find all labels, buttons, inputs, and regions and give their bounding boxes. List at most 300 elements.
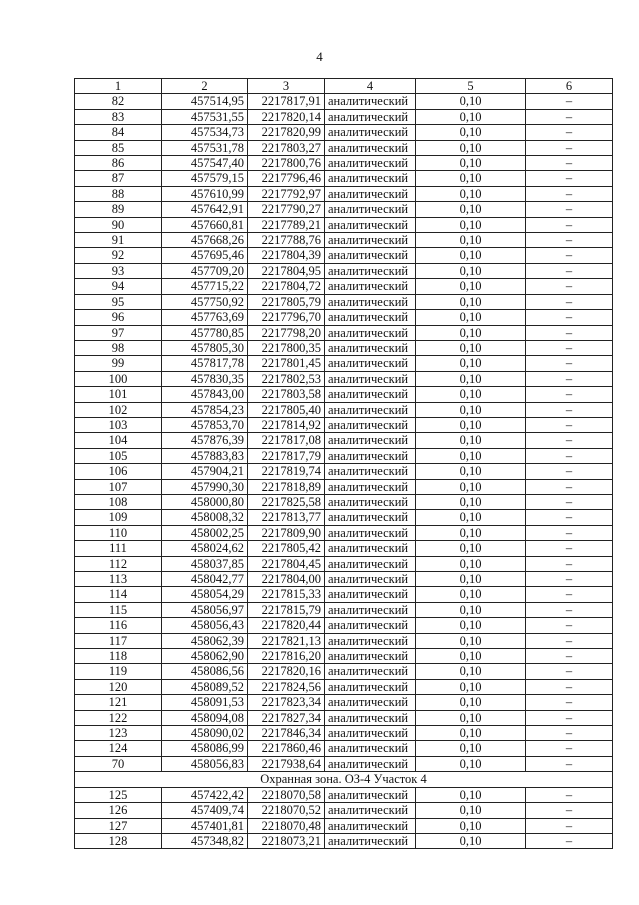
x-coordinate-cell: 458008,32	[162, 510, 248, 525]
method-cell: аналитический	[325, 310, 416, 325]
x-coordinate-cell: 458002,25	[162, 525, 248, 540]
section-row	[75, 772, 613, 787]
method-cell: аналитический	[325, 633, 416, 648]
point-number-cell: 123	[75, 726, 162, 741]
note-cell: –	[526, 156, 613, 171]
table-row	[75, 217, 613, 232]
accuracy-cell: 0,10	[416, 171, 526, 186]
table-row	[75, 464, 613, 479]
table-row	[75, 618, 613, 633]
method-cell: аналитический	[325, 186, 416, 201]
method-cell: аналитический	[325, 818, 416, 833]
note-cell: –	[526, 710, 613, 725]
method-cell: аналитический	[325, 664, 416, 679]
method-cell: аналитический	[325, 156, 416, 171]
point-number-cell: 91	[75, 233, 162, 248]
method-cell: аналитический	[325, 109, 416, 124]
accuracy-cell: 0,10	[416, 633, 526, 648]
x-coordinate-cell: 457547,40	[162, 156, 248, 171]
y-coordinate-cell: 2217815,33	[248, 587, 325, 602]
accuracy-cell: 0,10	[416, 294, 526, 309]
method-cell: аналитический	[325, 433, 416, 448]
table-row	[75, 602, 613, 617]
accuracy-cell: 0,10	[416, 202, 526, 217]
y-coordinate-cell: 2217817,91	[248, 94, 325, 109]
table-row	[75, 248, 613, 263]
point-number-cell: 87	[75, 171, 162, 186]
x-coordinate-cell: 457695,46	[162, 248, 248, 263]
y-coordinate-cell: 2218073,21	[248, 833, 325, 848]
x-coordinate-cell: 458054,29	[162, 587, 248, 602]
method-cell: аналитический	[325, 171, 416, 186]
table-row	[75, 402, 613, 417]
table-row	[75, 818, 613, 833]
accuracy-cell: 0,10	[416, 695, 526, 710]
y-coordinate-cell: 2217801,45	[248, 356, 325, 371]
table-row	[75, 371, 613, 386]
x-coordinate-cell: 458037,85	[162, 556, 248, 571]
x-coordinate-cell: 457854,23	[162, 402, 248, 417]
note-cell: –	[526, 510, 613, 525]
note-cell: –	[526, 541, 613, 556]
x-coordinate-cell: 457805,30	[162, 340, 248, 355]
table-row	[75, 664, 613, 679]
note-cell: –	[526, 279, 613, 294]
y-coordinate-cell: 2217824,56	[248, 679, 325, 694]
note-cell: –	[526, 387, 613, 402]
table-row	[75, 140, 613, 155]
y-coordinate-cell: 2217825,58	[248, 494, 325, 509]
table-row	[75, 479, 613, 494]
y-coordinate-cell: 2217813,77	[248, 510, 325, 525]
y-coordinate-cell: 2217796,46	[248, 171, 325, 186]
note-cell: –	[526, 310, 613, 325]
table-row	[75, 186, 613, 201]
accuracy-cell: 0,10	[416, 417, 526, 432]
point-number-cell: 110	[75, 525, 162, 540]
x-coordinate-cell: 458090,02	[162, 726, 248, 741]
note-cell: –	[526, 448, 613, 463]
table-row	[75, 387, 613, 402]
accuracy-cell: 0,10	[416, 710, 526, 725]
accuracy-cell: 0,10	[416, 741, 526, 756]
note-cell: –	[526, 618, 613, 633]
point-number-cell: 98	[75, 340, 162, 355]
y-coordinate-cell: 2217802,53	[248, 371, 325, 386]
method-cell: аналитический	[325, 417, 416, 432]
point-number-cell: 84	[75, 125, 162, 140]
x-coordinate-cell: 457668,26	[162, 233, 248, 248]
x-coordinate-cell: 457876,39	[162, 433, 248, 448]
x-coordinate-cell: 457579,15	[162, 171, 248, 186]
point-number-cell: 108	[75, 494, 162, 509]
x-coordinate-cell: 457401,81	[162, 818, 248, 833]
table-row	[75, 787, 613, 802]
note-cell: –	[526, 679, 613, 694]
table-row	[75, 340, 613, 355]
method-cell: аналитический	[325, 464, 416, 479]
point-number-cell: 119	[75, 664, 162, 679]
accuracy-cell: 0,10	[416, 109, 526, 124]
note-cell: –	[526, 494, 613, 509]
accuracy-cell: 0,10	[416, 679, 526, 694]
point-number-cell: 82	[75, 94, 162, 109]
method-cell: аналитический	[325, 618, 416, 633]
accuracy-cell: 0,10	[416, 94, 526, 109]
x-coordinate-cell: 457780,85	[162, 325, 248, 340]
x-coordinate-cell: 457610,99	[162, 186, 248, 201]
table-row	[75, 510, 613, 525]
point-number-cell: 126	[75, 803, 162, 818]
method-cell: аналитический	[325, 602, 416, 617]
table-row	[75, 695, 613, 710]
accuracy-cell: 0,10	[416, 340, 526, 355]
x-coordinate-cell: 458056,43	[162, 618, 248, 633]
point-number-cell: 121	[75, 695, 162, 710]
x-coordinate-cell: 458062,39	[162, 633, 248, 648]
accuracy-cell: 0,10	[416, 572, 526, 587]
point-number-cell: 117	[75, 633, 162, 648]
coordinates-table	[74, 78, 613, 849]
point-number-cell: 90	[75, 217, 162, 232]
table-row	[75, 263, 613, 278]
y-coordinate-cell: 2217817,08	[248, 433, 325, 448]
table-row	[75, 587, 613, 602]
y-coordinate-cell: 2217792,97	[248, 186, 325, 201]
accuracy-cell: 0,10	[416, 510, 526, 525]
method-cell: аналитический	[325, 371, 416, 386]
note-cell: –	[526, 233, 613, 248]
y-coordinate-cell: 2217819,74	[248, 464, 325, 479]
method-cell: аналитический	[325, 541, 416, 556]
table-row	[75, 109, 613, 124]
accuracy-cell: 0,10	[416, 602, 526, 617]
method-cell: аналитический	[325, 756, 416, 771]
note-cell: –	[526, 803, 613, 818]
x-coordinate-cell: 457348,82	[162, 833, 248, 848]
x-coordinate-cell: 458086,56	[162, 664, 248, 679]
method-cell: аналитический	[325, 649, 416, 664]
accuracy-cell: 0,10	[416, 541, 526, 556]
y-coordinate-cell: 2217823,34	[248, 695, 325, 710]
header-cell-5: 5	[416, 79, 526, 94]
y-coordinate-cell: 2218070,52	[248, 803, 325, 818]
method-cell: аналитический	[325, 448, 416, 463]
y-coordinate-cell: 2217816,20	[248, 649, 325, 664]
accuracy-cell: 0,10	[416, 787, 526, 802]
note-cell: –	[526, 340, 613, 355]
accuracy-cell: 0,10	[416, 310, 526, 325]
y-coordinate-cell: 2217821,13	[248, 633, 325, 648]
method-cell: аналитический	[325, 325, 416, 340]
note-cell: –	[526, 833, 613, 848]
table-row	[75, 572, 613, 587]
y-coordinate-cell: 2217817,79	[248, 448, 325, 463]
method-cell: аналитический	[325, 833, 416, 848]
accuracy-cell: 0,10	[416, 494, 526, 509]
y-coordinate-cell: 2217803,27	[248, 140, 325, 155]
x-coordinate-cell: 457715,22	[162, 279, 248, 294]
y-coordinate-cell: 2217814,92	[248, 417, 325, 432]
note-cell: –	[526, 695, 613, 710]
point-number-cell: 102	[75, 402, 162, 417]
point-number-cell: 104	[75, 433, 162, 448]
note-cell: –	[526, 171, 613, 186]
table-row	[75, 679, 613, 694]
y-coordinate-cell: 2217820,44	[248, 618, 325, 633]
x-coordinate-cell: 457904,21	[162, 464, 248, 479]
table-row	[75, 833, 613, 848]
header-row	[75, 79, 613, 94]
method-cell: аналитический	[325, 572, 416, 587]
note-cell: –	[526, 248, 613, 263]
x-coordinate-cell: 458091,53	[162, 695, 248, 710]
method-cell: аналитический	[325, 787, 416, 802]
x-coordinate-cell: 458024,62	[162, 541, 248, 556]
method-cell: аналитический	[325, 695, 416, 710]
accuracy-cell: 0,10	[416, 371, 526, 386]
y-coordinate-cell: 2217804,72	[248, 279, 325, 294]
y-coordinate-cell: 2217798,20	[248, 325, 325, 340]
method-cell: аналитический	[325, 294, 416, 309]
method-cell: аналитический	[325, 140, 416, 155]
note-cell: –	[526, 556, 613, 571]
note-cell: –	[526, 818, 613, 833]
table-row	[75, 94, 613, 109]
table-row	[75, 233, 613, 248]
accuracy-cell: 0,10	[416, 818, 526, 833]
point-number-cell: 83	[75, 109, 162, 124]
point-number-cell: 92	[75, 248, 162, 263]
header-cell-2: 2	[162, 79, 248, 94]
table-row	[75, 710, 613, 725]
note-cell: –	[526, 94, 613, 109]
note-cell: –	[526, 479, 613, 494]
note-cell: –	[526, 587, 613, 602]
y-coordinate-cell: 2217804,95	[248, 263, 325, 278]
table-row	[75, 633, 613, 648]
x-coordinate-cell: 457750,92	[162, 294, 248, 309]
point-number-cell: 120	[75, 679, 162, 694]
accuracy-cell: 0,10	[416, 186, 526, 201]
note-cell: –	[526, 464, 613, 479]
point-number-cell: 70	[75, 756, 162, 771]
method-cell: аналитический	[325, 710, 416, 725]
table-row	[75, 525, 613, 540]
note-cell: –	[526, 664, 613, 679]
x-coordinate-cell: 457709,20	[162, 263, 248, 278]
y-coordinate-cell: 2217815,79	[248, 602, 325, 617]
note-cell: –	[526, 417, 613, 432]
y-coordinate-cell: 2217789,21	[248, 217, 325, 232]
y-coordinate-cell: 2217788,76	[248, 233, 325, 248]
y-coordinate-cell: 2217804,00	[248, 572, 325, 587]
point-number-cell: 101	[75, 387, 162, 402]
method-cell: аналитический	[325, 125, 416, 140]
note-cell: –	[526, 186, 613, 201]
x-coordinate-cell: 458042,77	[162, 572, 248, 587]
y-coordinate-cell: 2217818,89	[248, 479, 325, 494]
table-row	[75, 310, 613, 325]
table-row	[75, 756, 613, 771]
y-coordinate-cell: 2217805,40	[248, 402, 325, 417]
note-cell: –	[526, 140, 613, 155]
point-number-cell: 115	[75, 602, 162, 617]
y-coordinate-cell: 2217846,34	[248, 726, 325, 741]
accuracy-cell: 0,10	[416, 263, 526, 278]
point-number-cell: 99	[75, 356, 162, 371]
x-coordinate-cell: 457853,70	[162, 417, 248, 432]
note-cell: –	[526, 649, 613, 664]
table-row	[75, 649, 613, 664]
x-coordinate-cell: 457990,30	[162, 479, 248, 494]
point-number-cell: 88	[75, 186, 162, 201]
table-row	[75, 741, 613, 756]
accuracy-cell: 0,10	[416, 279, 526, 294]
accuracy-cell: 0,10	[416, 402, 526, 417]
point-number-cell: 118	[75, 649, 162, 664]
x-coordinate-cell: 457843,00	[162, 387, 248, 402]
note-cell: –	[526, 602, 613, 617]
table-row	[75, 356, 613, 371]
accuracy-cell: 0,10	[416, 156, 526, 171]
y-coordinate-cell: 2217860,46	[248, 741, 325, 756]
note-cell: –	[526, 217, 613, 232]
accuracy-cell: 0,10	[416, 664, 526, 679]
point-number-cell: 100	[75, 371, 162, 386]
note-cell: –	[526, 263, 613, 278]
method-cell: аналитический	[325, 494, 416, 509]
table-row	[75, 125, 613, 140]
y-coordinate-cell: 2217938,64	[248, 756, 325, 771]
header-cell-3: 3	[248, 79, 325, 94]
point-number-cell: 105	[75, 448, 162, 463]
point-number-cell: 107	[75, 479, 162, 494]
y-coordinate-cell: 2217820,16	[248, 664, 325, 679]
x-coordinate-cell: 458086,99	[162, 741, 248, 756]
x-coordinate-cell: 458000,80	[162, 494, 248, 509]
note-cell: –	[526, 202, 613, 217]
x-coordinate-cell: 457660,81	[162, 217, 248, 232]
header-cell-1: 1	[75, 79, 162, 94]
point-number-cell: 96	[75, 310, 162, 325]
accuracy-cell: 0,10	[416, 525, 526, 540]
point-number-cell: 109	[75, 510, 162, 525]
note-cell: –	[526, 294, 613, 309]
table-row	[75, 448, 613, 463]
accuracy-cell: 0,10	[416, 433, 526, 448]
note-cell: –	[526, 402, 613, 417]
method-cell: аналитический	[325, 803, 416, 818]
note-cell: –	[526, 787, 613, 802]
x-coordinate-cell: 457642,91	[162, 202, 248, 217]
x-coordinate-cell: 457883,83	[162, 448, 248, 463]
method-cell: аналитический	[325, 387, 416, 402]
note-cell: –	[526, 726, 613, 741]
y-coordinate-cell: 2217820,14	[248, 109, 325, 124]
point-number-cell: 97	[75, 325, 162, 340]
method-cell: аналитический	[325, 233, 416, 248]
note-cell: –	[526, 756, 613, 771]
method-cell: аналитический	[325, 263, 416, 278]
x-coordinate-cell: 457514,95	[162, 94, 248, 109]
point-number-cell: 127	[75, 818, 162, 833]
note-cell: –	[526, 371, 613, 386]
x-coordinate-cell: 457531,78	[162, 140, 248, 155]
x-coordinate-cell: 457763,69	[162, 310, 248, 325]
accuracy-cell: 0,10	[416, 649, 526, 664]
x-coordinate-cell: 457422,42	[162, 787, 248, 802]
point-number-cell: 114	[75, 587, 162, 602]
y-coordinate-cell: 2218070,58	[248, 787, 325, 802]
accuracy-cell: 0,10	[416, 833, 526, 848]
accuracy-cell: 0,10	[416, 217, 526, 232]
method-cell: аналитический	[325, 279, 416, 294]
y-coordinate-cell: 2217809,90	[248, 525, 325, 540]
table-row	[75, 417, 613, 432]
y-coordinate-cell: 2217805,79	[248, 294, 325, 309]
accuracy-cell: 0,10	[416, 464, 526, 479]
y-coordinate-cell: 2217790,27	[248, 202, 325, 217]
accuracy-cell: 0,10	[416, 556, 526, 571]
accuracy-cell: 0,10	[416, 248, 526, 263]
point-number-cell: 95	[75, 294, 162, 309]
point-number-cell: 113	[75, 572, 162, 587]
y-coordinate-cell: 2217796,70	[248, 310, 325, 325]
method-cell: аналитический	[325, 479, 416, 494]
table-row	[75, 556, 613, 571]
note-cell: –	[526, 433, 613, 448]
method-cell: аналитический	[325, 556, 416, 571]
point-number-cell: 94	[75, 279, 162, 294]
page-number: 4	[316, 49, 323, 64]
table-row	[75, 803, 613, 818]
method-cell: аналитический	[325, 741, 416, 756]
header-cell-4: 4	[325, 79, 416, 94]
method-cell: аналитический	[325, 726, 416, 741]
method-cell: аналитический	[325, 587, 416, 602]
method-cell: аналитический	[325, 679, 416, 694]
point-number-cell: 124	[75, 741, 162, 756]
point-number-cell: 89	[75, 202, 162, 217]
y-coordinate-cell: 2217800,76	[248, 156, 325, 171]
note-cell: –	[526, 356, 613, 371]
point-number-cell: 86	[75, 156, 162, 171]
table-row	[75, 156, 613, 171]
accuracy-cell: 0,10	[416, 356, 526, 371]
note-cell: –	[526, 109, 613, 124]
accuracy-cell: 0,10	[416, 803, 526, 818]
table-row	[75, 294, 613, 309]
y-coordinate-cell: 2217820,99	[248, 125, 325, 140]
accuracy-cell: 0,10	[416, 140, 526, 155]
accuracy-cell: 0,10	[416, 756, 526, 771]
point-number-cell: 106	[75, 464, 162, 479]
x-coordinate-cell: 458056,83	[162, 756, 248, 771]
method-cell: аналитический	[325, 340, 416, 355]
note-cell: –	[526, 325, 613, 340]
table-row	[75, 279, 613, 294]
note-cell: –	[526, 741, 613, 756]
x-coordinate-cell: 458089,52	[162, 679, 248, 694]
method-cell: аналитический	[325, 202, 416, 217]
method-cell: аналитический	[325, 402, 416, 417]
y-coordinate-cell: 2217805,42	[248, 541, 325, 556]
x-coordinate-cell: 458094,08	[162, 710, 248, 725]
x-coordinate-cell: 457817,78	[162, 356, 248, 371]
section-heading: Охранная зона. ОЗ-4 Участок 4	[75, 772, 613, 787]
y-coordinate-cell: 2218070,48	[248, 818, 325, 833]
